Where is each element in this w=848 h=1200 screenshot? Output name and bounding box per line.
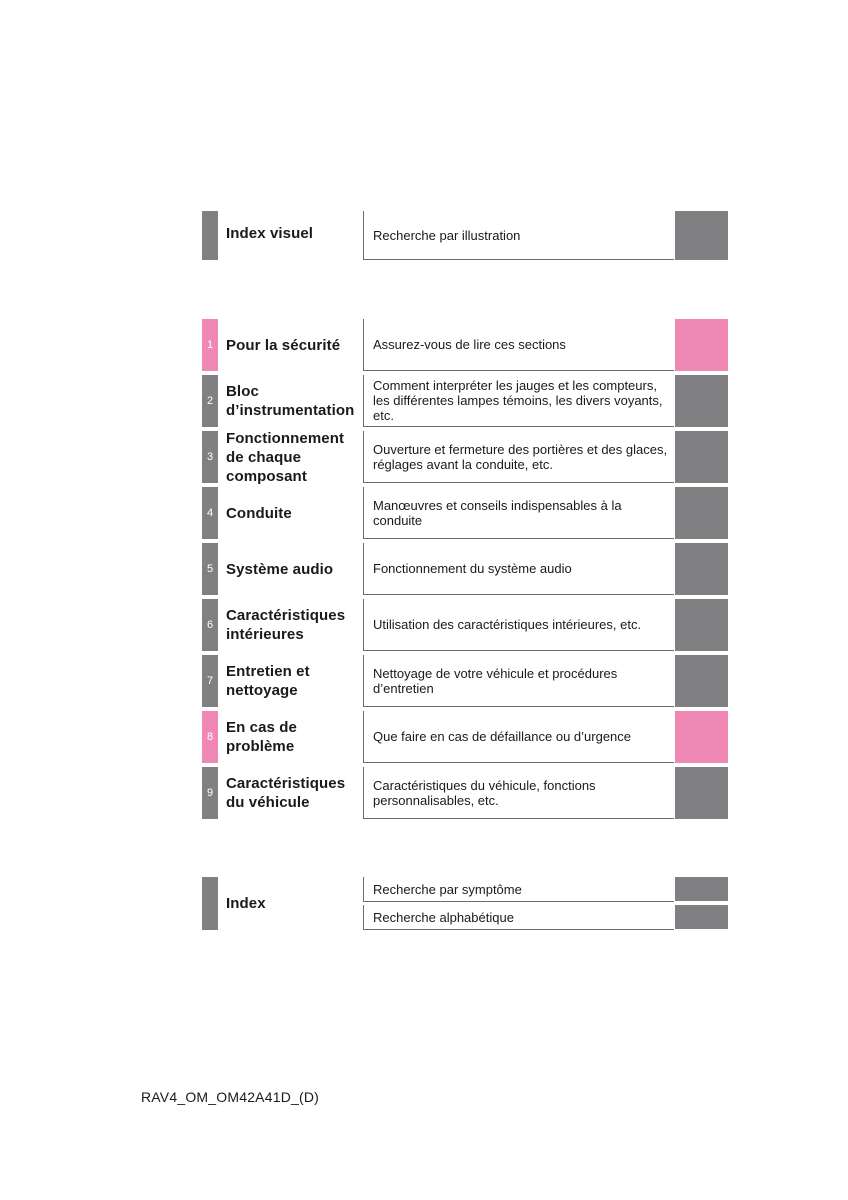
section-thumb-tab [675,767,728,819]
section-title: Caractéristiques du véhicule [226,775,346,811]
section-row-3[interactable] [202,431,728,483]
section-title: En cas de problème [226,719,297,755]
section-description: Ouverture et fermeture des portières et des glaces, réglages avant la conduite, etc. [363,431,674,483]
section-thumb-tab [675,543,728,595]
visual-index-title: Index visuel [226,225,314,242]
index-group [202,877,728,930]
section-thumb-tab [675,431,728,483]
section-description: Assurez-vous de lire ces sections [363,319,674,371]
index-thumb-tab-alphabetical [675,905,728,929]
section-number-tab: 4 [202,487,218,539]
section-row-9[interactable] [202,767,728,819]
section-description: Nettoyage de votre véhicule et procédures d’entretien [363,655,674,707]
index-link-alphabetical[interactable]: Recherche alphabétique [363,905,674,930]
visual-index-row[interactable] [202,211,728,260]
section-row-6[interactable] [202,599,728,651]
section-thumb-tab [675,487,728,539]
section-row-4[interactable] [202,487,728,539]
section-description: Utilisation des caractéristiques intérieures, etc. [363,599,674,651]
section-description: Fonctionnement du système audio [363,543,674,595]
section-row-8[interactable] [202,711,728,763]
section-title: Fonctionnement de chaque composant [226,429,345,485]
visual-index-description: Recherche par illustration [363,211,674,260]
section-thumb-tab [675,319,728,371]
section-row-7[interactable] [202,655,728,707]
section-title: Système audio [226,560,334,578]
visual-index-thumb-tab [675,211,728,260]
section-description: Comment interpréter les jauges et les compteurs, les différentes lampes témoins, les divers voyants, etc. [363,375,674,427]
section-thumb-tab [675,655,728,707]
index-link-symptom[interactable]: Recherche par symptôme [363,877,674,902]
index-title: Index [226,895,266,912]
section-number-tab: 8 [202,711,218,763]
section-number-tab: 3 [202,431,218,483]
section-number-tab: 5 [202,543,218,595]
section-description: Caractéristiques du véhicule, fonctions personnalisables, etc. [363,767,674,819]
visual-index-tab [202,211,218,260]
section-title: Conduite [226,504,292,522]
index-tab [202,877,218,930]
section-description: Manœuvres et conseils indispensables à la conduite [363,487,674,539]
section-number-tab: 9 [202,767,218,819]
section-title: Entretien et nettoyage [226,663,310,699]
section-thumb-tab [675,599,728,651]
section-row-5[interactable] [202,543,728,595]
section-row-2[interactable] [202,375,728,427]
section-number-tab: 7 [202,655,218,707]
section-title: Caractéristiques intérieures [226,607,346,643]
section-title: Pour la sécurité [226,336,341,354]
index-thumb-tab-symptom [675,877,728,901]
section-number-tab: 6 [202,599,218,651]
section-thumb-tab [675,711,728,763]
section-number-tab: 2 [202,375,218,427]
section-title: Bloc d’instrumentation [226,383,355,419]
section-description: Que faire en cas de défaillance ou d’urgence [363,711,674,763]
section-number-tab: 1 [202,319,218,371]
document-code: RAV4_OM_OM42A41D_(D) [141,1089,320,1105]
section-thumb-tab [675,375,728,427]
section-row-1[interactable] [202,319,728,371]
